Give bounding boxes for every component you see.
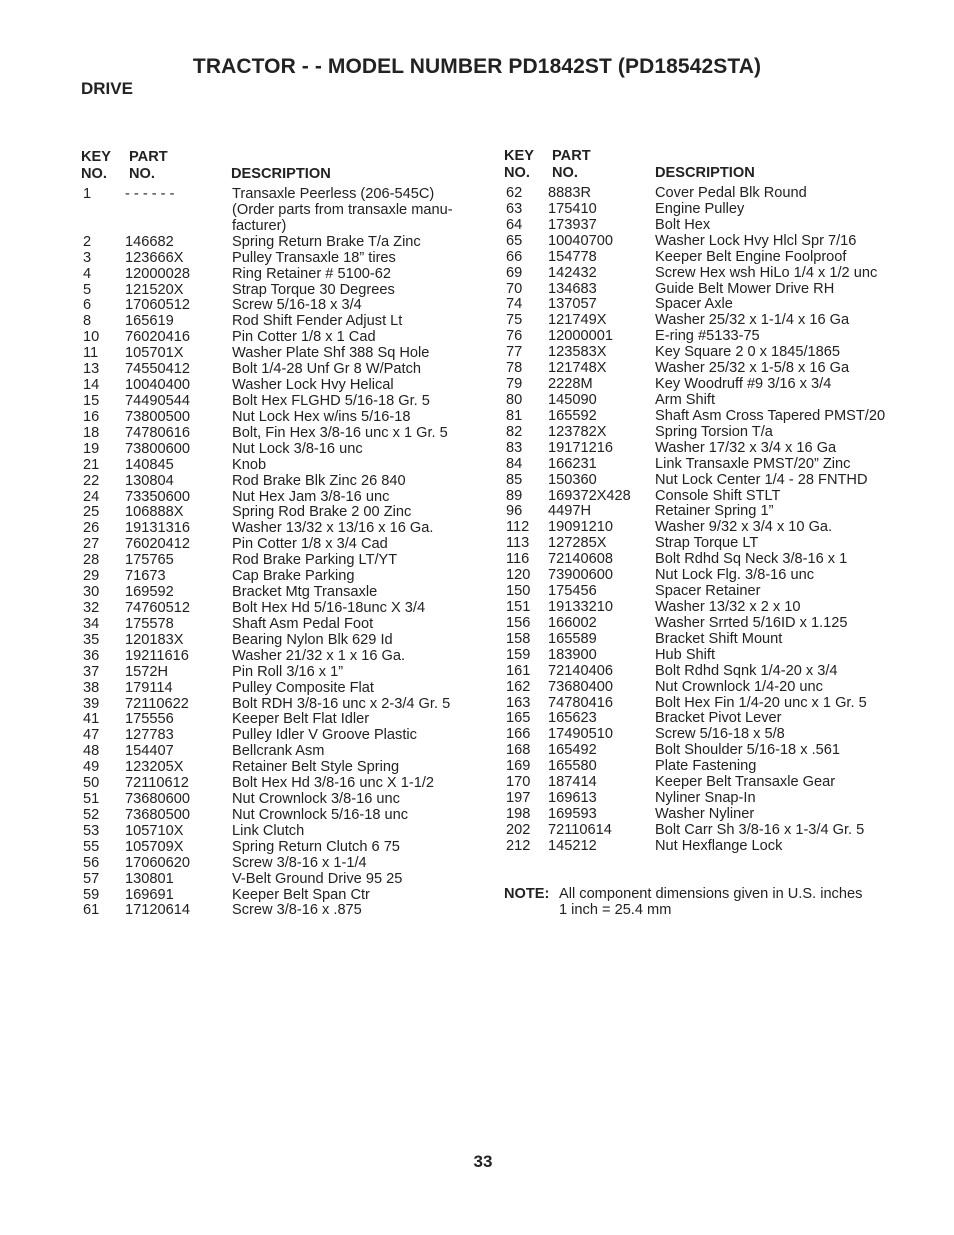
part-description: Washer 25/32 x 1-5/8 x 16 Ga xyxy=(655,360,850,377)
part-number: 145090 xyxy=(548,391,597,408)
key-number: 112 xyxy=(506,519,530,536)
part-number: - - - - - - xyxy=(125,186,175,202)
key-number: 2 xyxy=(83,233,92,250)
part-description: Nyliner Snap-In xyxy=(655,790,756,807)
part-description: Bolt Hex FLGHD 5/16-18 Gr. 5 xyxy=(232,392,430,409)
part-description: Key Woodruff #9 3/16 x 3/4 xyxy=(655,376,832,393)
key-number: 55 xyxy=(83,838,100,855)
key-number: 26 xyxy=(83,520,100,537)
part-number: 71673 xyxy=(125,568,166,585)
part-number: 17060512 xyxy=(125,297,190,314)
part-number: 123666X xyxy=(125,249,184,266)
part-description: Bolt Hex xyxy=(655,216,711,233)
part-number: 140845 xyxy=(125,456,174,473)
key-number: 96 xyxy=(506,503,523,520)
part-number: 127285X xyxy=(548,535,607,552)
key-number: 168 xyxy=(506,742,531,759)
part-description: Cover Pedal Blk Round xyxy=(655,185,807,201)
part-no-header: PART NO. xyxy=(129,149,168,182)
key-number: 79 xyxy=(506,376,523,393)
part-number: 169691 xyxy=(125,886,174,903)
part-description: Screw 5/16-18 x 3/4 xyxy=(232,297,362,314)
part-number: 175765 xyxy=(125,552,174,569)
part-number: 166231 xyxy=(548,455,597,472)
part-description: Nut Hexflange Lock xyxy=(655,837,783,854)
part-number: 169593 xyxy=(548,805,597,822)
part-description: Key Square 2 0 x 1845/1865 xyxy=(655,344,840,361)
part-number: 19133210 xyxy=(548,598,613,615)
part-description: Bolt Hex Hd 3/8-16 unc X 1-1/2 xyxy=(232,775,434,792)
part-number: 105709X xyxy=(125,838,184,855)
part-number: 17490510 xyxy=(548,726,613,743)
key-number: 48 xyxy=(83,743,100,760)
part-description: Pulley Transaxle 18” tires xyxy=(232,249,396,266)
key-number: 113 xyxy=(506,535,530,552)
part-description: Spring Return Brake T/a Zinc xyxy=(232,233,421,250)
key-number: 89 xyxy=(506,487,523,504)
key-number: 156 xyxy=(506,614,531,631)
part-number: 130804 xyxy=(125,472,174,489)
part-description: Nut Crownlock 5/16-18 unc xyxy=(232,806,409,823)
key-number: 158 xyxy=(506,630,531,647)
part-description: Nut Lock Hex w/ins 5/16-18 xyxy=(232,408,411,425)
part-number: 76020412 xyxy=(125,536,190,553)
part-description: Washer 17/32 x 3/4 x 16 Ga xyxy=(655,439,837,456)
key-number: 197 xyxy=(506,790,531,807)
part-description: Bolt Carr Sh 3/8-16 x 1-3/4 Gr. 5 xyxy=(655,821,865,838)
part-number: 169613 xyxy=(548,790,597,807)
part-number: 73900600 xyxy=(548,567,613,584)
part-number: 12000001 xyxy=(548,328,613,345)
key-number: 56 xyxy=(83,854,100,871)
key-number: 21 xyxy=(83,456,100,473)
part-description: Washer 25/32 x 1-1/4 x 16 Ga xyxy=(655,312,850,329)
part-description: Spacer Retainer xyxy=(655,583,761,600)
part-number: 154778 xyxy=(548,248,597,265)
part-number: 19131316 xyxy=(125,520,190,537)
part-description: Knob xyxy=(232,456,267,473)
part-description: Link Transaxle PMST/20” Zinc xyxy=(655,455,851,472)
key-number: 59 xyxy=(83,886,100,903)
note-label: NOTE: xyxy=(504,886,550,902)
part-description: Retainer Spring 1” xyxy=(655,503,774,520)
part-description: Spacer Axle xyxy=(655,296,733,313)
key-number: 169 xyxy=(506,758,531,775)
key-number: 161 xyxy=(506,662,531,679)
part-description: Washer Lock Hvy Hlcl Spr 7/16 xyxy=(655,232,857,249)
part-description: Nut Hex Jam 3/8-16 unc xyxy=(232,488,390,505)
part-number: 142432 xyxy=(548,264,597,281)
part-number: 105701X xyxy=(125,345,184,362)
key-number: 212 xyxy=(506,837,531,854)
key-number: 62 xyxy=(506,185,523,201)
part-description: Transaxle Peerless (206-545C) xyxy=(232,186,435,202)
key-number: 14 xyxy=(83,377,100,394)
part-description: Link Clutch xyxy=(232,822,305,839)
part-description-continued: (Order parts from transaxle manu- xyxy=(232,201,453,218)
part-number: 19171216 xyxy=(548,439,613,456)
part-description-continued: facturer) xyxy=(232,217,287,234)
part-number: 73680600 xyxy=(125,791,190,808)
part-number: 17060620 xyxy=(125,854,190,871)
key-number: 3 xyxy=(83,249,92,266)
part-description: Bolt RDH 3/8-16 unc x 2-3/4 Gr. 5 xyxy=(232,695,451,712)
part-description: Rod Brake Blk Zinc 26 840 xyxy=(232,472,406,489)
key-number: 29 xyxy=(83,568,100,585)
key-number: 80 xyxy=(506,391,523,408)
key-number: 74 xyxy=(506,296,523,313)
part-description: Pulley Composite Flat xyxy=(232,679,374,696)
part-number: 73680400 xyxy=(548,678,613,695)
key-number: 10 xyxy=(83,329,100,346)
key-number: 28 xyxy=(83,552,100,569)
part-number: 169372X428 xyxy=(548,487,631,504)
part-number: 72140608 xyxy=(548,551,613,568)
key-number: 170 xyxy=(506,774,531,791)
key-number: 165 xyxy=(506,710,531,727)
part-number: 105710X xyxy=(125,822,184,839)
part-description: Bracket Mtg Transaxle xyxy=(232,584,378,601)
key-number: 163 xyxy=(506,694,531,711)
part-number: 146682 xyxy=(125,233,174,250)
part-description: Shaft Asm Cross Tapered PMST/20 xyxy=(655,407,886,424)
part-description: Bolt 1/4-28 Unf Gr 8 W/Patch xyxy=(232,361,421,378)
key-number: 39 xyxy=(83,695,100,712)
part-number: 175578 xyxy=(125,615,174,632)
part-number: 165580 xyxy=(548,758,597,775)
part-description: Nut Crownlock 3/8-16 unc xyxy=(232,791,400,808)
part-number: 19091210 xyxy=(548,519,613,536)
part-number: 17120614 xyxy=(125,902,190,919)
key-number: 85 xyxy=(506,471,523,488)
key-no-header: KEY NO. xyxy=(81,149,112,182)
description-header: DESCRIPTION xyxy=(655,165,755,181)
key-number: 78 xyxy=(506,360,523,377)
part-description: Bolt Rdhd Sqnk 1/4-20 x 3/4 xyxy=(655,662,838,679)
part-description: Engine Pulley xyxy=(655,200,745,217)
part-number: 150360 xyxy=(548,471,597,488)
part-description: Spring Return Clutch 6 75 xyxy=(232,838,400,855)
key-number: 66 xyxy=(506,248,523,265)
part-description: Screw Hex wsh HiLo 1/4 x 1/2 unc xyxy=(655,264,878,281)
part-number: 2228M xyxy=(548,376,593,393)
part-number: 72110614 xyxy=(548,821,612,838)
part-number: 183900 xyxy=(548,646,597,663)
note-conversion: 1 inch = 25.4 mm xyxy=(559,902,672,918)
key-number: 116 xyxy=(506,551,530,568)
key-number: 166 xyxy=(506,726,531,743)
part-number: 175410 xyxy=(548,200,597,217)
part-description: Cap Brake Parking xyxy=(232,568,355,585)
part-number: 179114 xyxy=(125,679,173,696)
key-number: 82 xyxy=(506,423,523,440)
part-number: 74780416 xyxy=(548,694,613,711)
key-number: 13 xyxy=(83,361,100,378)
part-description: Plate Fastening xyxy=(655,758,757,775)
part-number: 19211616 xyxy=(125,647,189,664)
key-number: 53 xyxy=(83,822,100,839)
part-number: 165589 xyxy=(548,630,597,647)
part-description: Washer Lock Hvy Helical xyxy=(232,377,394,394)
key-number: 25 xyxy=(83,504,100,521)
key-number: 150 xyxy=(506,583,531,600)
part-description: E-ring #5133-75 xyxy=(655,328,760,345)
key-number: 151 xyxy=(506,598,531,615)
key-number: 120 xyxy=(506,567,531,584)
part-description: Spring Torsion T/a xyxy=(655,423,773,440)
key-number: 6 xyxy=(83,297,92,314)
key-number: 8 xyxy=(83,313,92,330)
part-number: 10040400 xyxy=(125,377,190,394)
key-number: 49 xyxy=(83,759,100,776)
part-description: Pin Roll 3/16 x 1” xyxy=(232,663,344,680)
key-number: 70 xyxy=(506,280,523,297)
key-number: 19 xyxy=(83,440,100,457)
part-description: Guide Belt Mower Drive RH xyxy=(655,280,835,297)
part-description: Nut Lock Flg. 3/8-16 unc xyxy=(655,567,814,584)
key-number: 63 xyxy=(506,200,523,217)
part-number: 130801 xyxy=(125,870,174,887)
key-number: 65 xyxy=(506,232,523,249)
key-number: 37 xyxy=(83,663,100,680)
part-number: 166002 xyxy=(548,614,597,631)
key-number: 16 xyxy=(83,408,100,425)
part-number: 175556 xyxy=(125,711,174,728)
part-number: 74550412 xyxy=(125,361,190,378)
key-number: 51 xyxy=(83,791,100,808)
part-description: Keeper Belt Engine Foolproof xyxy=(655,248,847,265)
part-description: Rod Brake Parking LT/YT xyxy=(232,552,398,569)
part-description: Washer 21/32 x 1 x 16 Ga. xyxy=(232,647,406,664)
key-number: 84 xyxy=(506,455,523,472)
part-description: Retainer Belt Style Spring xyxy=(232,759,400,776)
key-number: 11 xyxy=(83,345,99,362)
part-number: 106888X xyxy=(125,504,184,521)
part-description: Bolt Shoulder 5/16-18 x .561 xyxy=(655,742,840,759)
part-description: Bellcrank Asm xyxy=(232,743,325,760)
key-number: 35 xyxy=(83,631,100,648)
part-description: Washer 9/32 x 3/4 x 10 Ga. xyxy=(655,519,833,536)
key-number: 24 xyxy=(83,488,100,505)
part-number: 134683 xyxy=(548,280,597,297)
key-number: 47 xyxy=(83,727,100,744)
page-number: 33 xyxy=(473,1152,493,1171)
part-description: Bolt Hex Hd 5/16-18unc X 3/4 xyxy=(232,599,426,616)
part-number: 73350600 xyxy=(125,488,190,505)
part-description: Bearing Nylon Blk 629 Id xyxy=(232,631,393,648)
part-number: 10040700 xyxy=(548,232,613,249)
key-number: 38 xyxy=(83,679,100,696)
key-number: 5 xyxy=(83,281,92,298)
part-number: 165492 xyxy=(548,742,597,759)
part-description: Washer Srrted 5/16ID x 1.125 xyxy=(655,614,848,631)
part-number: 4497H xyxy=(548,503,592,520)
key-number: 15 xyxy=(83,392,100,409)
part-number: 145212 xyxy=(548,837,597,854)
part-description: Bracket Shift Mount xyxy=(655,630,783,647)
key-number: 198 xyxy=(506,805,531,822)
key-number: 32 xyxy=(83,599,100,616)
key-number: 57 xyxy=(83,870,100,887)
part-description: Pin Cotter 1/8 x 1 Cad xyxy=(232,329,376,346)
part-number: 165619 xyxy=(125,313,174,330)
part-number: 74760512 xyxy=(125,599,190,616)
part-description: Screw 3/8-16 x 1-1/4 xyxy=(232,854,367,871)
key-number: 76 xyxy=(506,328,523,345)
part-number: 74490544 xyxy=(125,392,190,409)
key-number: 83 xyxy=(506,439,523,456)
key-number: 77 xyxy=(506,344,523,361)
part-description: Nut Lock 3/8-16 unc xyxy=(232,440,363,457)
part-number: 8883R xyxy=(548,185,592,201)
page-title: TRACTOR - - MODEL NUMBER PD1842ST (PD18542STA) xyxy=(192,55,762,78)
part-description: Hub Shift xyxy=(655,646,716,663)
key-number: 4 xyxy=(83,265,92,282)
description-header: DESCRIPTION xyxy=(231,166,331,182)
part-description: Bolt, Fin Hex 3/8-16 unc x 1 Gr. 5 xyxy=(232,424,448,441)
part-description: Bolt Rdhd Sq Neck 3/8-16 x 1 xyxy=(655,551,848,568)
part-description: Rod Shift Fender Adjust Lt xyxy=(232,313,403,330)
part-number: 121520X xyxy=(125,281,184,298)
key-number: 36 xyxy=(83,647,100,664)
part-description: Spring Rod Brake 2 00 Zinc xyxy=(232,504,412,521)
part-number: 173937 xyxy=(548,216,597,233)
note-text: All component dimensions given in U.S. inches xyxy=(559,886,863,902)
key-number: 30 xyxy=(83,584,100,601)
part-description: Washer Plate Shf 388 Sq Hole xyxy=(232,345,430,362)
part-number: 121749X xyxy=(548,312,607,329)
key-number: 64 xyxy=(506,216,523,233)
key-number: 75 xyxy=(506,312,523,329)
part-description: Screw 5/16-18 x 5/8 xyxy=(655,726,785,743)
key-number: 61 xyxy=(83,902,100,919)
key-number: 81 xyxy=(506,407,523,424)
part-description: Washer 13/32 x 13/16 x 16 Ga. xyxy=(232,520,434,537)
part-number: 73800600 xyxy=(125,440,190,457)
part-description: Console Shift STLT xyxy=(655,487,781,504)
part-number: 187414 xyxy=(548,774,597,791)
part-number: 165592 xyxy=(548,407,597,424)
part-no-header: PART NO. xyxy=(552,148,591,181)
section-heading: DRIVE xyxy=(81,79,133,98)
key-number: 202 xyxy=(506,821,531,838)
key-number: 50 xyxy=(83,775,100,792)
part-description: Keeper Belt Transaxle Gear xyxy=(655,774,836,791)
key-number: 22 xyxy=(83,472,100,489)
key-number: 69 xyxy=(506,264,523,281)
part-description: Strap Torque 30 Degrees xyxy=(232,281,395,298)
part-number: 121748X xyxy=(548,360,607,377)
key-number: 18 xyxy=(83,424,100,441)
part-number: 72110622 xyxy=(125,695,189,712)
part-number: 165623 xyxy=(548,710,597,727)
part-number: 120183X xyxy=(125,631,184,648)
key-no-header: KEY NO. xyxy=(504,148,535,181)
part-number: 154407 xyxy=(125,743,174,760)
key-number: 27 xyxy=(83,536,100,553)
part-description: Arm Shift xyxy=(655,391,716,408)
part-number: 72110612 xyxy=(125,775,189,792)
part-description: V-Belt Ground Drive 95 25 xyxy=(232,870,403,887)
part-number: 123782X xyxy=(548,423,607,440)
part-number: 127783 xyxy=(125,727,174,744)
key-number: 41 xyxy=(83,711,100,728)
key-number: 162 xyxy=(506,678,531,695)
part-number: 74780616 xyxy=(125,424,190,441)
part-description: Strap Torque LT xyxy=(655,535,759,552)
part-description: Pin Cotter 1/8 x 3/4 Cad xyxy=(232,536,388,553)
part-description: Nut Crownlock 1/4-20 unc xyxy=(655,678,823,695)
part-description: Bolt Hex Fin 1/4-20 unc x 1 Gr. 5 xyxy=(655,694,867,711)
part-number: 72140406 xyxy=(548,662,613,679)
part-description: Screw 3/8-16 x .875 xyxy=(232,902,362,919)
key-number: 1 xyxy=(83,186,92,202)
part-description: Shaft Asm Pedal Foot xyxy=(232,615,374,632)
part-number: 76020416 xyxy=(125,329,190,346)
part-description: Bracket Pivot Lever xyxy=(655,710,782,727)
part-description: Ring Retainer # 5100-62 xyxy=(232,265,392,282)
part-number: 175456 xyxy=(548,583,597,600)
part-number: 73800500 xyxy=(125,408,190,425)
part-number: 12000028 xyxy=(125,265,190,282)
part-number: 73680500 xyxy=(125,806,190,823)
part-description: Pulley Idler V Groove Plastic xyxy=(232,727,417,744)
part-description: Washer Nyliner xyxy=(655,805,755,822)
key-number: 52 xyxy=(83,806,100,823)
part-number: 137057 xyxy=(548,296,597,313)
key-number: 34 xyxy=(83,615,100,632)
part-description: Nut Lock Center 1/4 - 28 FNTHD xyxy=(655,471,868,488)
part-number: 123583X xyxy=(548,344,607,361)
part-number: 169592 xyxy=(125,584,174,601)
part-number: 1572H xyxy=(125,663,169,680)
key-number: 159 xyxy=(506,646,531,663)
part-description: Keeper Belt Span Ctr xyxy=(232,886,370,903)
part-description: Washer 13/32 x 2 x 10 xyxy=(655,598,801,615)
part-description: Keeper Belt Flat Idler xyxy=(232,711,370,728)
part-number: 123205X xyxy=(125,759,184,776)
